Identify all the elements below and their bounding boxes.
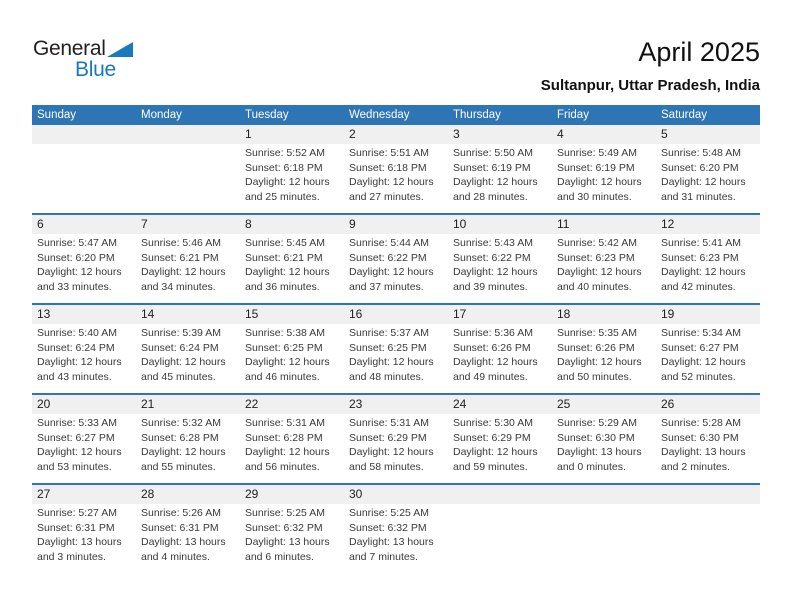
sunset-text: Sunset: 6:18 PM [245, 161, 323, 174]
sunrise-text: Sunrise: 5:51 AM [349, 147, 429, 159]
sunrise-text: Sunrise: 5:42 AM [557, 237, 637, 249]
daylight-text: Daylight: 12 hours and 36 minutes. [245, 266, 330, 293]
day-number: 1 [245, 127, 252, 141]
weekday-thursday: Thursday [453, 109, 501, 121]
daylight-text: Daylight: 12 hours and 30 minutes. [557, 176, 642, 203]
sunset-text: Sunset: 6:24 PM [37, 341, 115, 354]
sunset-text: Sunset: 6:28 PM [245, 431, 323, 444]
calendar-weeks [32, 125, 760, 573]
sunset-text: Sunset: 6:24 PM [141, 341, 219, 354]
sunset-text: Sunset: 6:29 PM [349, 431, 427, 444]
day-number: 16 [349, 307, 363, 321]
day-number: 23 [349, 397, 363, 411]
calendar-cell [344, 324, 448, 393]
day-number: 27 [37, 487, 51, 501]
daylight-text: Daylight: 12 hours and 50 minutes. [557, 356, 642, 383]
day-number [136, 125, 240, 144]
calendar-cell [552, 234, 656, 303]
calendar-cell [344, 144, 448, 213]
sunrise-text: Sunrise: 5:31 AM [349, 417, 429, 429]
daylight-text: Daylight: 12 hours and 27 minutes. [349, 176, 434, 203]
day-number: 30 [349, 487, 363, 501]
daylight-text: Daylight: 13 hours and 2 minutes. [661, 446, 746, 473]
sunrise-text: Sunrise: 5:33 AM [37, 417, 117, 429]
week-row [32, 303, 760, 393]
day-number: 4 [557, 127, 564, 141]
calendar-cell [552, 324, 656, 393]
daylight-text: Daylight: 13 hours and 0 minutes. [557, 446, 642, 473]
day-number: 28 [141, 487, 155, 501]
calendar-cell [448, 144, 552, 213]
sunset-text: Sunset: 6:30 PM [557, 431, 635, 444]
daylight-text: Daylight: 13 hours and 4 minutes. [141, 536, 226, 563]
daylight-text: Daylight: 12 hours and 49 minutes. [453, 356, 538, 383]
day-number: 7 [141, 217, 148, 231]
day-number: 24 [453, 397, 467, 411]
calendar-cell [448, 414, 552, 483]
week-cells [32, 504, 760, 573]
calendar-cell [32, 234, 136, 303]
daylight-text: Daylight: 12 hours and 48 minutes. [349, 356, 434, 383]
day-number: 25 [557, 397, 571, 411]
logo-text-blue: Blue [75, 58, 116, 81]
calendar-cell [552, 414, 656, 483]
day-number-band [32, 395, 760, 414]
sunset-text: Sunset: 6:27 PM [37, 431, 115, 444]
calendar-cell [344, 504, 448, 573]
sunset-text: Sunset: 6:18 PM [349, 161, 427, 174]
week-cells [32, 414, 760, 483]
calendar-cell [32, 324, 136, 393]
daylight-text: Daylight: 12 hours and 59 minutes. [453, 446, 538, 473]
day-number: 9 [349, 217, 356, 231]
calendar-cell [656, 414, 760, 483]
weekday-saturday: Saturday [661, 109, 708, 121]
calendar-cell [448, 324, 552, 393]
calendar-cell [240, 144, 344, 213]
sunset-text: Sunset: 6:23 PM [661, 251, 739, 264]
daylight-text: Daylight: 12 hours and 40 minutes. [557, 266, 642, 293]
daylight-text: Daylight: 12 hours and 45 minutes. [141, 356, 226, 383]
sunrise-text: Sunrise: 5:29 AM [557, 417, 637, 429]
day-number: 21 [141, 397, 155, 411]
week-row [32, 393, 760, 483]
daylight-text: Daylight: 12 hours and 53 minutes. [37, 446, 122, 473]
sunset-text: Sunset: 6:19 PM [557, 161, 635, 174]
daylight-text: Daylight: 13 hours and 7 minutes. [349, 536, 434, 563]
day-number: 11 [557, 217, 570, 231]
sunset-text: Sunset: 6:21 PM [141, 251, 219, 264]
sunrise-text: Sunrise: 5:49 AM [557, 147, 637, 159]
sunset-text: Sunset: 6:28 PM [141, 431, 219, 444]
sunset-text: Sunset: 6:31 PM [141, 521, 219, 534]
calendar-cell [656, 144, 760, 213]
sunrise-text: Sunrise: 5:38 AM [245, 327, 325, 339]
sunrise-text: Sunrise: 5:52 AM [245, 147, 325, 159]
sunset-text: Sunset: 6:32 PM [349, 521, 427, 534]
daylight-text: Daylight: 12 hours and 42 minutes. [661, 266, 746, 293]
logo-triangle-icon [107, 42, 133, 57]
sunrise-text: Sunrise: 5:44 AM [349, 237, 429, 249]
week-row [32, 125, 760, 213]
daylight-text: Daylight: 13 hours and 6 minutes. [245, 536, 330, 563]
sunset-text: Sunset: 6:31 PM [37, 521, 115, 534]
day-number [448, 485, 552, 504]
week-row [32, 483, 760, 573]
day-number: 12 [661, 217, 675, 231]
sunset-text: Sunset: 6:26 PM [557, 341, 635, 354]
day-number: 5 [661, 127, 668, 141]
calendar-cell [552, 144, 656, 213]
day-number: 13 [37, 307, 51, 321]
calendar-cell [32, 144, 136, 213]
page-title: April 2025 [638, 37, 760, 67]
weekday-header-row [32, 105, 760, 125]
week-cells [32, 234, 760, 303]
day-number: 22 [245, 397, 259, 411]
day-number-band [32, 485, 760, 504]
day-number: 17 [453, 307, 467, 321]
sunset-text: Sunset: 6:25 PM [349, 341, 427, 354]
sunset-text: Sunset: 6:20 PM [37, 251, 115, 264]
sunrise-text: Sunrise: 5:45 AM [245, 237, 325, 249]
daylight-text: Daylight: 12 hours and 56 minutes. [245, 446, 330, 473]
calendar [32, 105, 760, 573]
daylight-text: Daylight: 13 hours and 3 minutes. [37, 536, 122, 563]
day-number: 26 [661, 397, 675, 411]
weekday-monday: Monday [141, 109, 182, 121]
daylight-text: Daylight: 12 hours and 33 minutes. [37, 266, 122, 293]
calendar-cell [136, 504, 240, 573]
daylight-text: Daylight: 12 hours and 25 minutes. [245, 176, 330, 203]
weekday-wednesday: Wednesday [349, 109, 410, 121]
sunset-text: Sunset: 6:29 PM [453, 431, 531, 444]
logo-text-general: General [33, 37, 106, 60]
day-number: 2 [349, 127, 356, 141]
sunrise-text: Sunrise: 5:32 AM [141, 417, 221, 429]
calendar-cell [656, 324, 760, 393]
day-number: 6 [37, 217, 44, 231]
day-number: 10 [453, 217, 467, 231]
sunrise-text: Sunrise: 5:27 AM [37, 507, 117, 519]
sunrise-text: Sunrise: 5:46 AM [141, 237, 221, 249]
sunrise-text: Sunrise: 5:25 AM [349, 507, 429, 519]
week-row [32, 213, 760, 303]
sunrise-text: Sunrise: 5:25 AM [245, 507, 325, 519]
sunrise-text: Sunrise: 5:39 AM [141, 327, 221, 339]
sunset-text: Sunset: 6:32 PM [245, 521, 323, 534]
sunrise-text: Sunrise: 5:34 AM [661, 327, 741, 339]
day-number: 20 [37, 397, 51, 411]
calendar-cell [32, 504, 136, 573]
sunset-text: Sunset: 6:19 PM [453, 161, 531, 174]
daylight-text: Daylight: 12 hours and 43 minutes. [37, 356, 122, 383]
sunset-text: Sunset: 6:26 PM [453, 341, 531, 354]
sunrise-text: Sunrise: 5:36 AM [453, 327, 533, 339]
sunset-text: Sunset: 6:25 PM [245, 341, 323, 354]
weekday-friday: Friday [557, 109, 589, 121]
day-number-band [32, 305, 760, 324]
sunset-text: Sunset: 6:21 PM [245, 251, 323, 264]
calendar-cell [136, 234, 240, 303]
calendar-cell [136, 324, 240, 393]
calendar-cell [344, 414, 448, 483]
sunrise-text: Sunrise: 5:26 AM [141, 507, 221, 519]
day-number-band [32, 125, 760, 144]
calendar-cell [136, 414, 240, 483]
sunrise-text: Sunrise: 5:30 AM [453, 417, 533, 429]
calendar-cell [552, 504, 656, 573]
calendar-cell [344, 234, 448, 303]
sunset-text: Sunset: 6:23 PM [557, 251, 635, 264]
sunrise-text: Sunrise: 5:35 AM [557, 327, 637, 339]
sunset-text: Sunset: 6:30 PM [661, 431, 739, 444]
sunrise-text: Sunrise: 5:50 AM [453, 147, 533, 159]
daylight-text: Daylight: 12 hours and 37 minutes. [349, 266, 434, 293]
calendar-cell [240, 234, 344, 303]
day-number: 18 [557, 307, 571, 321]
sunrise-text: Sunrise: 5:41 AM [661, 237, 741, 249]
calendar-cell [656, 234, 760, 303]
daylight-text: Daylight: 12 hours and 31 minutes. [661, 176, 746, 203]
day-number: 19 [661, 307, 675, 321]
sunrise-text: Sunrise: 5:31 AM [245, 417, 325, 429]
day-number [656, 485, 760, 504]
weekday-tuesday: Tuesday [245, 109, 289, 121]
calendar-cell [136, 144, 240, 213]
sunrise-text: Sunrise: 5:28 AM [661, 417, 741, 429]
calendar-cell [240, 324, 344, 393]
day-number: 3 [453, 127, 460, 141]
daylight-text: Daylight: 12 hours and 55 minutes. [141, 446, 226, 473]
calendar-cell [656, 504, 760, 573]
daylight-text: Daylight: 12 hours and 58 minutes. [349, 446, 434, 473]
day-number-band [32, 215, 760, 234]
calendar-cell [448, 504, 552, 573]
sunrise-text: Sunrise: 5:43 AM [453, 237, 533, 249]
daylight-text: Daylight: 12 hours and 39 minutes. [453, 266, 538, 293]
general-blue-logo [33, 38, 133, 80]
calendar-cell [448, 234, 552, 303]
daylight-text: Daylight: 12 hours and 34 minutes. [141, 266, 226, 293]
weekday-sunday: Sunday [37, 109, 77, 121]
day-number [552, 485, 656, 504]
sunset-text: Sunset: 6:20 PM [661, 161, 739, 174]
sunset-text: Sunset: 6:22 PM [453, 251, 531, 264]
daylight-text: Daylight: 12 hours and 46 minutes. [245, 356, 330, 383]
sunrise-text: Sunrise: 5:37 AM [349, 327, 429, 339]
day-number: 14 [141, 307, 155, 321]
calendar-cell [240, 414, 344, 483]
daylight-text: Daylight: 12 hours and 28 minutes. [453, 176, 538, 203]
sunset-text: Sunset: 6:22 PM [349, 251, 427, 264]
sunset-text: Sunset: 6:27 PM [661, 341, 739, 354]
day-number: 15 [245, 307, 259, 321]
calendar-cell [240, 504, 344, 573]
week-cells [32, 144, 760, 213]
title-block [541, 38, 760, 94]
sunrise-text: Sunrise: 5:48 AM [661, 147, 741, 159]
sunrise-text: Sunrise: 5:47 AM [37, 237, 117, 249]
day-number: 8 [245, 217, 252, 231]
sunrise-text: Sunrise: 5:40 AM [37, 327, 117, 339]
week-cells [32, 324, 760, 393]
day-number [32, 125, 136, 144]
day-number: 29 [245, 487, 259, 501]
calendar-cell [32, 414, 136, 483]
daylight-text: Daylight: 12 hours and 52 minutes. [661, 356, 746, 383]
page-subtitle: Sultanpur, Uttar Pradesh, India [540, 76, 760, 94]
